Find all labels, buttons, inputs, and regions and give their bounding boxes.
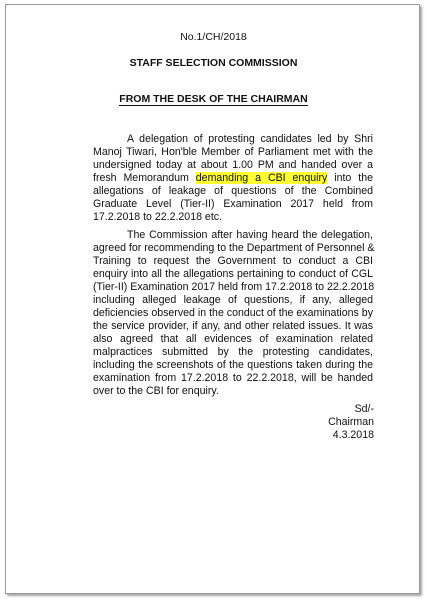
signature-title: Chairman [328, 416, 374, 428]
desk-heading [6, 93, 421, 106]
document-page [5, 4, 420, 594]
paragraph-1-line: 17.2.2018 to 22.2.2018 etc. [93, 211, 222, 223]
signature-date: 4.3.2018 [332, 429, 374, 441]
paragraph-2-line: including the screenshots of the questions taken during the [93, 359, 373, 371]
paragraph-2-line: including alleged leakage of questions, if any, alleged [93, 294, 373, 306]
paragraph-2-line: examination from 17.2.2018 to 22.2.2018, will be handed [93, 372, 373, 384]
paragraph-1-line: A delegation of protesting candidates led by Shri [127, 133, 373, 145]
paragraph-1-line: Graduate Level (Tier-II) Examination 2017 held from [93, 198, 373, 210]
into-the-text: into the [334, 172, 373, 184]
paragraph-2-line: The Commission after having heard the delegation, [127, 229, 373, 241]
paragraph-1-line: allegations of leakage of questions of the Combined [93, 185, 373, 197]
highlighted-text: demanding a CBI enquiry [195, 172, 328, 184]
paragraph-2-line: also agreed that all evidences of examination related [93, 333, 373, 345]
signature-sd: Sd/- [354, 403, 374, 415]
paragraph-2-line: (Tier-II) Examination 2017 held from 17.2.2018 to 22.2.2018 [93, 281, 375, 293]
paragraph-2-line: enquiry into all the allegations pertaining to conduct of CGL [93, 268, 373, 280]
paragraph-1-line: undersigned today at about 1.00 PM and handed over a [93, 159, 373, 171]
paragraph-2-line: malpractices submitted by the protesting candidates, [93, 346, 373, 358]
memorandum-text: fresh Memorandum [93, 172, 189, 184]
organization-title: STAFF SELECTION COMMISSION [129, 57, 298, 69]
paragraph-2-line: Training to request the Government to conduct a CBI [93, 255, 373, 267]
paragraph-2-line: over to the CBI for enquiry. [93, 385, 219, 397]
paragraph-2-line: the service provider, if any, and other related issues. It was [93, 320, 373, 332]
paragraph-2-line: deficiencies observed in the conduct of the examinations by [93, 307, 373, 319]
paragraph-2 [93, 229, 373, 398]
paragraph-1 [93, 133, 373, 224]
reference-number: No.1/CH/2018 [180, 31, 247, 43]
desk-heading-text: FROM THE DESK OF THE CHAIRMAN [119, 93, 308, 105]
paragraph-1-line [93, 172, 373, 185]
paragraph-1-line: Manoj Tiwari, Hon'ble Member of Parliament met with the [93, 146, 373, 158]
paragraph-2-line: agreed for recommending to the Department of Personnel & [93, 242, 375, 254]
